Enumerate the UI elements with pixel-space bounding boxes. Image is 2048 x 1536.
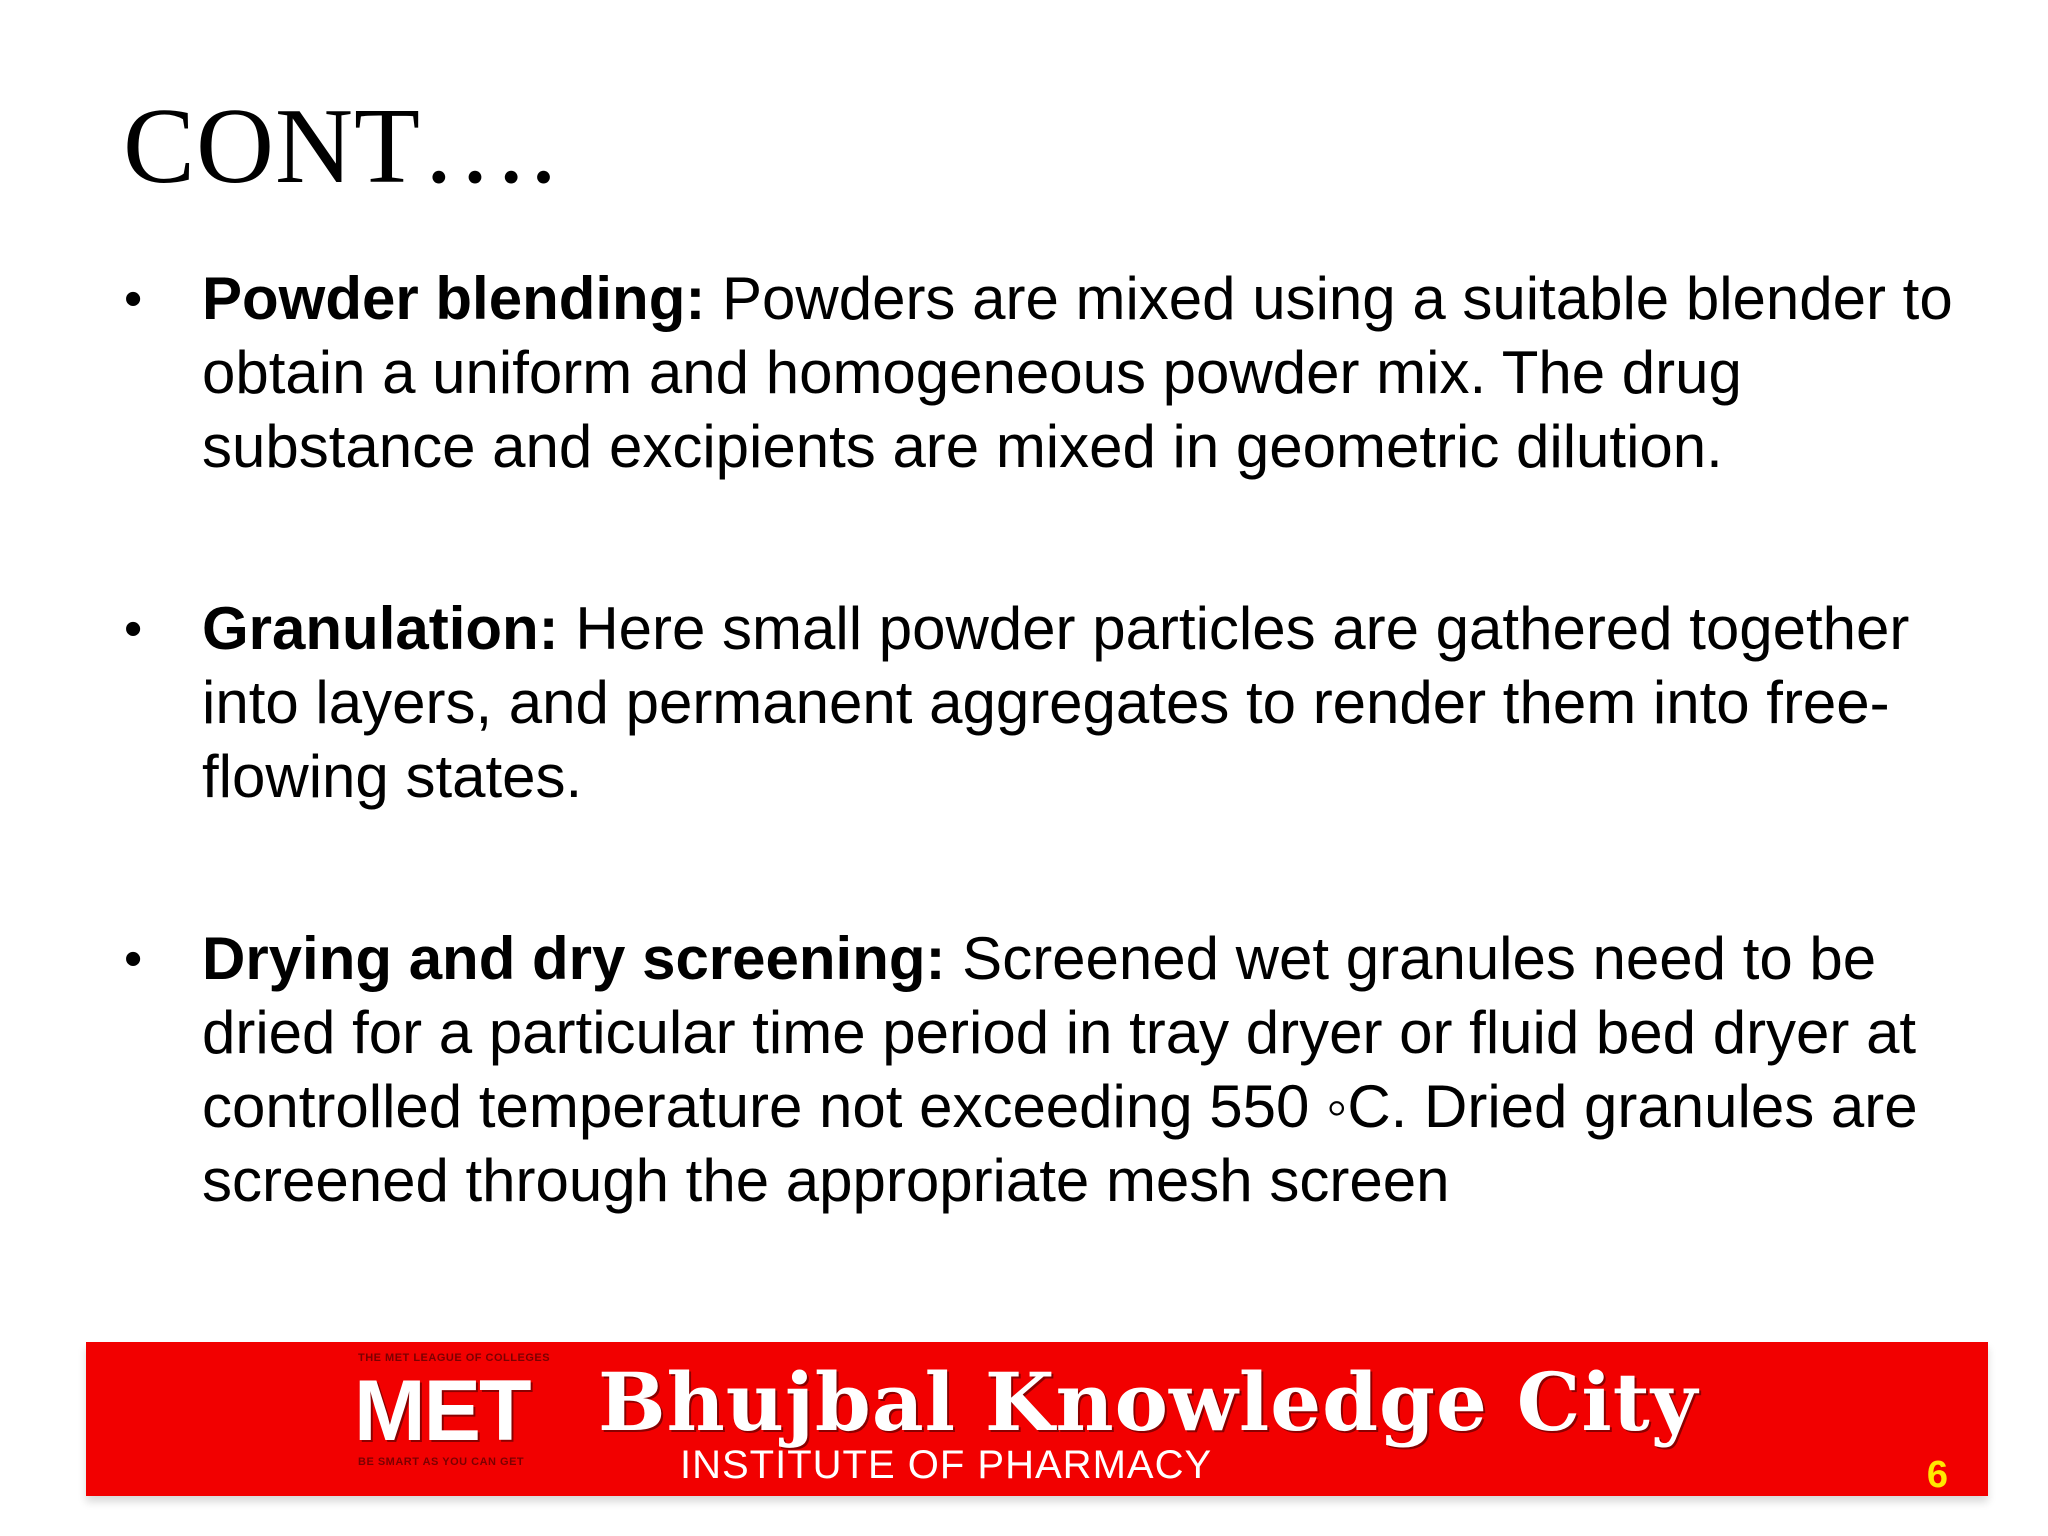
brand-name: Bhujbal Knowledge City [598, 1355, 1699, 1449]
bullet-item-powder-blending [120, 262, 1970, 484]
logo-met-text: MET [354, 1363, 530, 1459]
slide-number: 6 [1926, 1454, 1948, 1496]
bullet-heading: Granulation: [202, 595, 559, 662]
bullet-heading: Drying and dry screening: [202, 925, 946, 992]
bullet-item-drying [120, 922, 1970, 1218]
bullet-text: Powders are mixed using a suitable blender to obtain a uniform and homogeneous powder mix. The drug substance and excipients are mixed in geometric dilution. [202, 265, 1953, 480]
logo-tagline-top: THE MET LEAGUE OF COLLEGES [358, 1352, 551, 1364]
logo-tagline-bottom: BE SMART AS YOU CAN GET [358, 1456, 525, 1468]
bullet-list [120, 262, 1970, 1218]
footer-banner [86, 1342, 1988, 1496]
bullet-marker: • [124, 270, 143, 328]
bullet-heading: Powder blending: [202, 265, 706, 332]
bullet-marker: • [124, 600, 143, 658]
institute-name: INSTITUTE OF PHARMACY [680, 1443, 1213, 1487]
slide-title: CONT…. [123, 87, 558, 206]
bullet-marker: • [124, 930, 143, 988]
bullet-text: Screened wet granules need to be dried for a particular time period in tray dryer or fluid bed dryer at controlled temperature not exceeding 550 ◦C. Dried granules are screened through the appropriate mesh screen [202, 925, 1918, 1214]
bullet-item-granulation [120, 592, 1970, 814]
met-logo [270, 1352, 582, 1482]
bullet-text: Here small powder particles are gathered together into layers, and permanent aggregates to render them into free-flowing states. [202, 595, 1910, 810]
